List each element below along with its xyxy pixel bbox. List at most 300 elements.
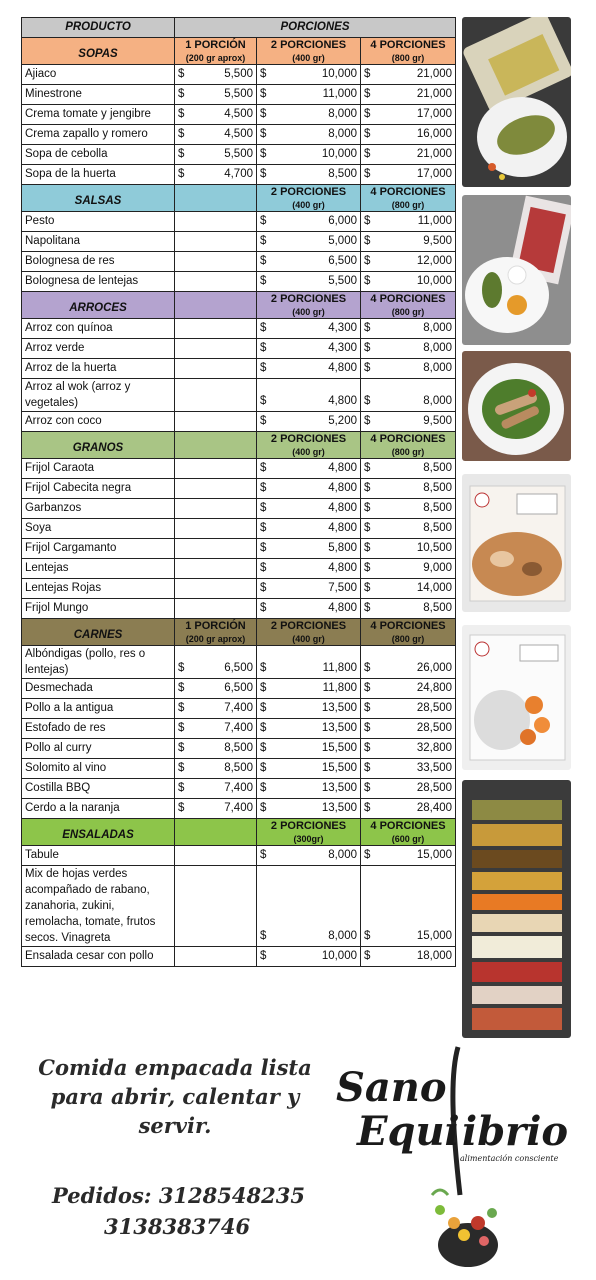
product-name: Frijol Mungo xyxy=(22,599,175,619)
price-4-porciones xyxy=(361,559,456,579)
price-2-porciones xyxy=(257,479,361,499)
porciones2-sub: (400 gr) xyxy=(292,634,325,644)
section-title-carnes: CARNES xyxy=(22,619,175,646)
currency-symbol: $ xyxy=(364,602,371,614)
porciones2-label: 2 PORCIONES xyxy=(270,39,347,51)
price-amount: 5,500 xyxy=(328,275,357,287)
price-1-porcion xyxy=(175,739,257,759)
product-name: Soya xyxy=(22,519,175,539)
product-name: Costilla BBQ xyxy=(22,779,175,799)
price-4-porciones xyxy=(361,379,456,412)
table-row xyxy=(22,539,456,559)
product-name-line: secos. Vinagreta xyxy=(25,932,111,944)
porciones4-sub: (800 gr) xyxy=(391,307,425,317)
col-1-porcion xyxy=(175,185,257,212)
currency-symbol: $ xyxy=(364,482,371,494)
price-1-porcion xyxy=(175,719,257,739)
price-2-porciones xyxy=(257,799,361,819)
price-amount: 28,500 xyxy=(416,782,453,794)
section-title-sopas: SOPAS xyxy=(22,38,175,65)
price-amount: 8,500 xyxy=(423,482,453,494)
product-name: Solomito al vino xyxy=(22,759,175,779)
price-amount: 21,000 xyxy=(416,68,453,80)
currency-symbol: $ xyxy=(364,108,371,120)
table-row xyxy=(22,65,456,85)
product-name: Crema tomate y jengibre xyxy=(22,105,175,125)
price-4-porciones xyxy=(361,105,456,125)
currency-symbol: $ xyxy=(178,128,185,140)
price-1-porcion xyxy=(175,699,257,719)
product-name: Napolitana xyxy=(22,232,175,252)
currency-symbol: $ xyxy=(364,322,371,334)
currency-symbol: $ xyxy=(364,662,371,674)
price-amount: 8,000 xyxy=(423,322,453,334)
currency-symbol: $ xyxy=(364,682,371,694)
product-name-line: vegetales) xyxy=(25,397,79,409)
product-name: Minestrone xyxy=(22,85,175,105)
price-1-porcion-empty xyxy=(175,232,257,252)
price-1-porcion-empty xyxy=(175,539,257,559)
table-row xyxy=(22,212,456,232)
price-1-porcion xyxy=(175,646,257,679)
price-4-porciones xyxy=(361,519,456,539)
price-1-porcion xyxy=(175,679,257,699)
table-row xyxy=(22,85,456,105)
price-amount: 4,700 xyxy=(224,168,253,180)
price-amount: 28,500 xyxy=(416,722,453,734)
table-row xyxy=(22,499,456,519)
price-amount: 4,800 xyxy=(328,562,357,574)
currency-symbol: $ xyxy=(260,275,267,287)
price-amount: 8,000 xyxy=(328,108,357,120)
pedidos-phone-1[interactable]: Pedidos: 3128548235 xyxy=(52,1183,305,1208)
price-amount: 8,500 xyxy=(423,462,453,474)
price-1-porcion-empty xyxy=(175,599,257,619)
product-name: Garbanzos xyxy=(22,499,175,519)
currency-symbol: $ xyxy=(260,562,267,574)
price-1-porcion xyxy=(175,799,257,819)
currency-symbol: $ xyxy=(260,742,267,754)
col-2-porciones xyxy=(257,185,361,212)
price-1-porcion-empty xyxy=(175,559,257,579)
price-amount: 4,500 xyxy=(224,108,253,120)
currency-symbol: $ xyxy=(260,342,267,354)
photo-meat-pack xyxy=(462,625,571,770)
product-name: Lentejas xyxy=(22,559,175,579)
price-amount: 24,800 xyxy=(416,682,453,694)
price-amount: 10,000 xyxy=(321,148,357,160)
price-4-porciones xyxy=(361,579,456,599)
currency-symbol: $ xyxy=(260,168,267,180)
photo-stacked-packs xyxy=(462,780,571,1038)
price-4-porciones xyxy=(361,759,456,779)
porciones4-sub: (800 gr) xyxy=(391,200,425,210)
price-2-porciones xyxy=(257,719,361,739)
col-4-porciones xyxy=(361,292,456,319)
porciones2-label: 2 PORCIONES xyxy=(270,186,347,198)
currency-symbol: $ xyxy=(364,235,371,247)
product-name-line: remolacha, tomate, frutos xyxy=(25,916,156,928)
price-amount: 5,500 xyxy=(224,148,253,160)
col-2-porciones xyxy=(257,38,361,65)
col-1-porcion xyxy=(175,619,257,646)
price-2-porciones xyxy=(257,866,361,947)
porcion1-label: 1 PORCIÓN xyxy=(185,620,246,632)
porcion1-label: 1 PORCIÓN xyxy=(185,39,246,51)
product-name: Ajiaco xyxy=(22,65,175,85)
table-row xyxy=(22,646,456,679)
price-2-porciones xyxy=(257,646,361,679)
currency-symbol: $ xyxy=(260,582,267,594)
price-4-porciones xyxy=(361,412,456,432)
product-name-line: lentejas) xyxy=(25,664,69,676)
price-amount: 15,000 xyxy=(416,849,453,861)
porciones4-label: 4 PORCIONES xyxy=(370,39,446,51)
product-name: Arroz con quínoa xyxy=(22,319,175,339)
table-row xyxy=(22,145,456,165)
price-amount: 5,000 xyxy=(328,235,357,247)
price-amount: 9,500 xyxy=(423,235,453,247)
table-row xyxy=(22,339,456,359)
currency-symbol: $ xyxy=(364,362,371,374)
porciones2-label: 2 PORCIONES xyxy=(270,433,347,445)
price-amount: 6,500 xyxy=(328,255,357,267)
product-name: Pollo a la antigua xyxy=(22,699,175,719)
price-amount: 4,800 xyxy=(328,462,357,474)
logo-ibrio: ibrio xyxy=(462,1108,569,1155)
price-amount: 11,000 xyxy=(322,88,357,100)
price-amount: 4,800 xyxy=(328,522,357,534)
price-amount: 5,500 xyxy=(224,68,253,80)
currency-symbol: $ xyxy=(260,542,267,554)
col-1-porcion xyxy=(175,292,257,319)
table-row xyxy=(22,739,456,759)
currency-symbol: $ xyxy=(364,148,371,160)
porciones4-sub: (800 gr) xyxy=(391,447,425,457)
section-title-arroces: ARROCES xyxy=(22,292,175,319)
product-name-line: Albóndigas (pollo, res o xyxy=(25,648,146,660)
price-amount: 21,000 xyxy=(416,88,453,100)
porciones4-sub: (600 gr) xyxy=(391,834,425,844)
table-row xyxy=(22,125,456,145)
table-row xyxy=(22,799,456,819)
currency-symbol: $ xyxy=(260,322,267,334)
tagline-line-2: para abrir, calentar y xyxy=(50,1084,300,1109)
currency-symbol: $ xyxy=(364,395,371,407)
currency-symbol: $ xyxy=(364,128,371,140)
product-name-line: acompañado de rabano, xyxy=(25,884,150,896)
porciones2-sub: (400 gr) xyxy=(292,307,325,317)
price-4-porciones xyxy=(361,539,456,559)
price-amount: 15,000 xyxy=(416,930,453,942)
porciones4-label: 4 PORCIONES xyxy=(370,820,446,832)
currency-symbol: $ xyxy=(364,502,371,514)
price-1-porcion-empty xyxy=(175,272,257,292)
price-amount: 32,800 xyxy=(416,742,453,754)
price-amount: 5,800 xyxy=(328,542,357,554)
currency-symbol: $ xyxy=(260,395,267,407)
price-2-porciones xyxy=(257,599,361,619)
currency-symbol: $ xyxy=(260,502,267,514)
porciones4-sub: (800 gr) xyxy=(391,634,425,644)
currency-symbol: $ xyxy=(260,215,267,227)
price-amount: 8,500 xyxy=(328,168,357,180)
product-name: Arroz de la huerta xyxy=(22,359,175,379)
table-row xyxy=(22,232,456,252)
product-name: Crema zapallo y romero xyxy=(22,125,175,145)
price-4-porciones xyxy=(361,252,456,272)
price-4-porciones xyxy=(361,739,456,759)
price-amount: 15,500 xyxy=(321,762,357,774)
price-1-porcion-empty xyxy=(175,947,257,967)
pedidos-phone-2[interactable]: 3138383746 xyxy=(104,1214,251,1239)
price-4-porciones xyxy=(361,272,456,292)
product-name: Arroz verde xyxy=(22,339,175,359)
price-amount: 17,000 xyxy=(416,168,453,180)
currency-symbol: $ xyxy=(364,88,371,100)
table-row xyxy=(22,252,456,272)
price-1-porcion-empty xyxy=(175,459,257,479)
price-amount: 5,500 xyxy=(224,88,253,100)
price-4-porciones xyxy=(361,232,456,252)
price-amount: 4,300 xyxy=(328,322,357,334)
photo-grain-pack xyxy=(462,474,571,612)
price-amount: 10,000 xyxy=(321,950,357,962)
table-row xyxy=(22,319,456,339)
price-amount: 13,500 xyxy=(321,722,357,734)
currency-symbol: $ xyxy=(178,108,185,120)
table-row xyxy=(22,599,456,619)
price-4-porciones xyxy=(361,165,456,185)
product-name: Estofado de res xyxy=(22,719,175,739)
price-2-porciones xyxy=(257,947,361,967)
price-4-porciones xyxy=(361,359,456,379)
price-amount: 7,400 xyxy=(224,802,253,814)
product-name: Pollo al curry xyxy=(22,739,175,759)
price-amount: 11,800 xyxy=(322,682,357,694)
price-amount: 21,000 xyxy=(416,148,453,160)
photo-sauce-plate xyxy=(462,195,571,345)
price-4-porciones xyxy=(361,599,456,619)
price-amount: 9,000 xyxy=(423,562,453,574)
price-amount: 8,500 xyxy=(423,522,453,534)
price-amount: 28,400 xyxy=(416,802,453,814)
price-4-porciones xyxy=(361,459,456,479)
price-2-porciones xyxy=(257,499,361,519)
col-2-porciones xyxy=(257,619,361,646)
table-header-row xyxy=(22,18,456,38)
table-row xyxy=(22,759,456,779)
currency-symbol: $ xyxy=(260,602,267,614)
currency-symbol: $ xyxy=(260,782,267,794)
price-4-porciones xyxy=(361,679,456,699)
product-name-line: Mix de hojas verdes xyxy=(25,868,128,880)
price-amount: 15,500 xyxy=(321,742,357,754)
currency-symbol: $ xyxy=(260,802,267,814)
price-amount: 8,500 xyxy=(423,602,453,614)
currency-symbol: $ xyxy=(364,275,371,287)
porciones2-sub: (400 gr) xyxy=(292,200,325,210)
tagline-line-3: servir. xyxy=(138,1113,212,1138)
currency-symbol: $ xyxy=(364,462,371,474)
section-title-granos: GRANOS xyxy=(22,432,175,459)
price-1-porcion-empty xyxy=(175,499,257,519)
currency-symbol: $ xyxy=(364,342,371,354)
price-1-porcion xyxy=(175,779,257,799)
price-1-porcion xyxy=(175,85,257,105)
product-name xyxy=(22,379,175,412)
price-1-porcion xyxy=(175,165,257,185)
section-header-sopas xyxy=(22,38,456,65)
photo-salad-plate xyxy=(462,351,571,461)
price-1-porcion-empty xyxy=(175,252,257,272)
price-2-porciones xyxy=(257,699,361,719)
table-row xyxy=(22,846,456,866)
price-amount: 8,500 xyxy=(224,762,253,774)
currency-symbol: $ xyxy=(260,88,267,100)
table-row xyxy=(22,272,456,292)
section-header-granos xyxy=(22,432,456,459)
price-amount: 5,200 xyxy=(328,415,357,427)
price-2-porciones xyxy=(257,679,361,699)
currency-symbol: $ xyxy=(364,722,371,734)
price-2-porciones xyxy=(257,359,361,379)
price-2-porciones xyxy=(257,779,361,799)
currency-symbol: $ xyxy=(260,362,267,374)
price-1-porcion-empty xyxy=(175,379,257,412)
price-4-porciones xyxy=(361,779,456,799)
price-amount: 11,800 xyxy=(322,662,357,674)
col-2-porciones xyxy=(257,432,361,459)
price-amount: 8,000 xyxy=(423,342,453,354)
table-row xyxy=(22,559,456,579)
table-row xyxy=(22,679,456,699)
price-amount: 26,000 xyxy=(416,662,453,674)
price-2-porciones xyxy=(257,579,361,599)
price-1-porcion-empty xyxy=(175,412,257,432)
currency-symbol: $ xyxy=(260,68,267,80)
col-4-porciones xyxy=(361,38,456,65)
price-2-porciones xyxy=(257,85,361,105)
currency-symbol: $ xyxy=(364,68,371,80)
table-row xyxy=(22,479,456,499)
table-row xyxy=(22,165,456,185)
currency-symbol: $ xyxy=(178,148,185,160)
porciones2-label: 2 PORCIONES xyxy=(270,293,347,305)
price-amount: 14,000 xyxy=(416,582,453,594)
price-amount: 4,800 xyxy=(328,502,357,514)
porciones2-label: 2 PORCIONES xyxy=(270,620,347,632)
section-title-salsas: SALSAS xyxy=(22,185,175,212)
currency-symbol: $ xyxy=(260,930,267,942)
price-4-porciones xyxy=(361,719,456,739)
price-amount: 4,800 xyxy=(328,362,357,374)
price-2-porciones xyxy=(257,459,361,479)
price-amount: 4,300 xyxy=(328,342,357,354)
price-amount: 8,500 xyxy=(224,742,253,754)
price-1-porcion xyxy=(175,65,257,85)
price-2-porciones xyxy=(257,379,361,412)
price-amount: 11,000 xyxy=(417,215,453,227)
price-amount: 6,500 xyxy=(224,682,253,694)
currency-symbol: $ xyxy=(364,950,371,962)
col-4-porciones xyxy=(361,185,456,212)
currency-symbol: $ xyxy=(260,415,267,427)
currency-symbol: $ xyxy=(178,762,185,774)
currency-symbol: $ xyxy=(260,702,267,714)
price-amount: 8,000 xyxy=(328,849,357,861)
table-row xyxy=(22,412,456,432)
currency-symbol: $ xyxy=(260,662,267,674)
price-amount: 4,800 xyxy=(328,482,357,494)
price-amount: 4,800 xyxy=(328,602,357,614)
price-2-porciones xyxy=(257,252,361,272)
col-1-porcion xyxy=(175,819,257,846)
product-name: Pesto xyxy=(22,212,175,232)
section-header-arroces xyxy=(22,292,456,319)
price-2-porciones xyxy=(257,272,361,292)
price-amount: 10,500 xyxy=(416,542,453,554)
price-4-porciones xyxy=(361,866,456,947)
currency-symbol: $ xyxy=(260,108,267,120)
price-2-porciones xyxy=(257,65,361,85)
price-amount: 13,500 xyxy=(321,702,357,714)
table-row xyxy=(22,779,456,799)
tagline xyxy=(30,1053,320,1140)
product-name: Tabule xyxy=(22,846,175,866)
price-amount: 17,000 xyxy=(416,108,453,120)
header-producto: PRODUCTO xyxy=(22,18,175,38)
currency-symbol: $ xyxy=(364,930,371,942)
price-1-porcion-empty xyxy=(175,846,257,866)
price-4-porciones xyxy=(361,846,456,866)
product-name: Sopa de cebolla xyxy=(22,145,175,165)
price-4-porciones xyxy=(361,212,456,232)
porciones2-sub: (300gr) xyxy=(293,834,324,844)
currency-symbol: $ xyxy=(260,722,267,734)
porciones2-sub: (400 gr) xyxy=(292,53,325,63)
table-row xyxy=(22,359,456,379)
currency-symbol: $ xyxy=(178,88,185,100)
section-header-ensaladas xyxy=(22,819,456,846)
price-1-porcion-empty xyxy=(175,479,257,499)
currency-symbol: $ xyxy=(178,662,185,674)
porciones2-sub: (400 gr) xyxy=(292,447,325,457)
currency-symbol: $ xyxy=(364,742,371,754)
porcion1-sub: (200 gr aprox) xyxy=(185,634,246,644)
price-2-porciones xyxy=(257,412,361,432)
currency-symbol: $ xyxy=(364,849,371,861)
price-amount: 7,400 xyxy=(224,782,253,794)
price-1-porcion-empty xyxy=(175,212,257,232)
currency-symbol: $ xyxy=(260,148,267,160)
price-1-porcion xyxy=(175,759,257,779)
col-4-porciones xyxy=(361,819,456,846)
product-name: Bolognesa de lentejas xyxy=(22,272,175,292)
currency-symbol: $ xyxy=(260,849,267,861)
price-4-porciones xyxy=(361,145,456,165)
price-1-porcion-empty xyxy=(175,579,257,599)
currency-symbol: $ xyxy=(364,255,371,267)
price-2-porciones xyxy=(257,846,361,866)
price-1-porcion-empty xyxy=(175,359,257,379)
currency-symbol: $ xyxy=(364,782,371,794)
product-name: Cerdo a la naranja xyxy=(22,799,175,819)
table-row xyxy=(22,699,456,719)
currency-symbol: $ xyxy=(260,255,267,267)
logo-sano: Sano xyxy=(336,1064,447,1111)
price-2-porciones xyxy=(257,559,361,579)
